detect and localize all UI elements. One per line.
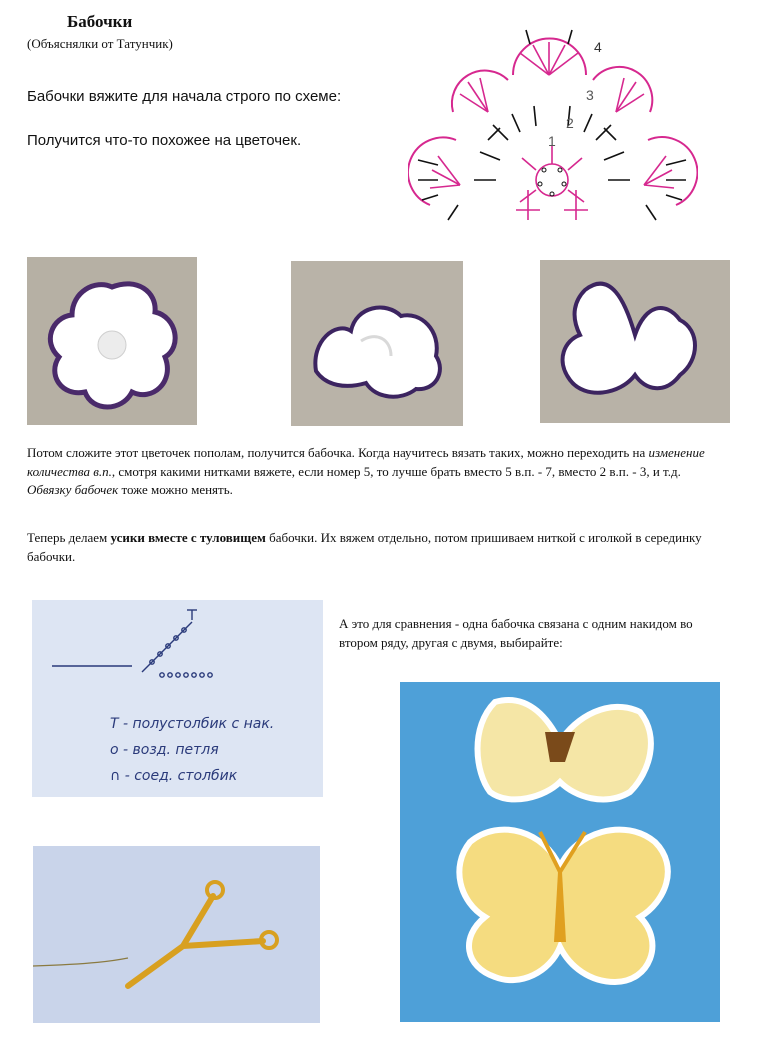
paragraph1-italic-1: изменение количества в.п. [27,445,705,479]
schema-row-label-1: 1 [548,133,556,149]
photo-folded-flower [291,261,463,426]
paragraph1-text-2: , смотря какими нитками вяжете, если номер 5, то лучше брать вместо 5 в.п. - 7, вместо 2 в.п. - 3, и т.д. [111,463,681,479]
schema-row-label-2: 2 [566,115,574,131]
photo-folded-butterfly [540,260,730,423]
paragraph1-text-3: тоже можно менять. [118,482,233,497]
schema-fan-strokes [430,42,674,220]
legend-line-2: о - возд. петля [110,742,219,758]
photo-crochet-flower [27,257,197,425]
intro-text [27,86,347,174]
photo-crochet-antennae [33,846,320,1023]
antennae-instructions-paragraph [27,529,727,566]
legend-line-1: Т - полустолбик с нак. [110,716,275,732]
crochet-schema-diagram [408,20,698,228]
photo-butterflies-comparison [400,682,720,1022]
paragraph1-text-1: Потом сложите этот цветочек пополам, получится бабочка. Когда научитесь вязать таких, можно переходить на [27,445,649,460]
intro-line-1: Бабочки вяжите для начала строго по схеме: [27,88,342,105]
paragraph1-italic-2: Обвязку бабочек [27,482,119,497]
intro-line-2: Получится что-то похожее на цветочек. [27,132,302,149]
fold-instructions-paragraph [27,444,727,500]
comparison-caption: А это для сравнения - одна бабочка связана с одним накидом во втором ряду, другая с двумя, выбирайте: [339,616,693,650]
schema-row-label-3: 3 [586,87,594,103]
paragraph2-text-1: Теперь делаем [27,530,111,545]
paragraph2-bold-1: усики вместе с туловищем [110,530,266,545]
legend-line-3: ∩ - соед. столбик [110,768,238,784]
photo-antennae-schema [32,600,323,797]
schema-center-ring [520,146,584,202]
schema-row-label-4: 4 [594,39,602,55]
page-subtitle: (Объяснялки от Татунчик) [27,36,173,51]
paragraph2-text-2: бабочки. Их вяжем отдельно, потом пришиваем ниткой с иголкой в серединку бабочки. [27,530,702,564]
page-title: Бабочки [67,12,133,31]
